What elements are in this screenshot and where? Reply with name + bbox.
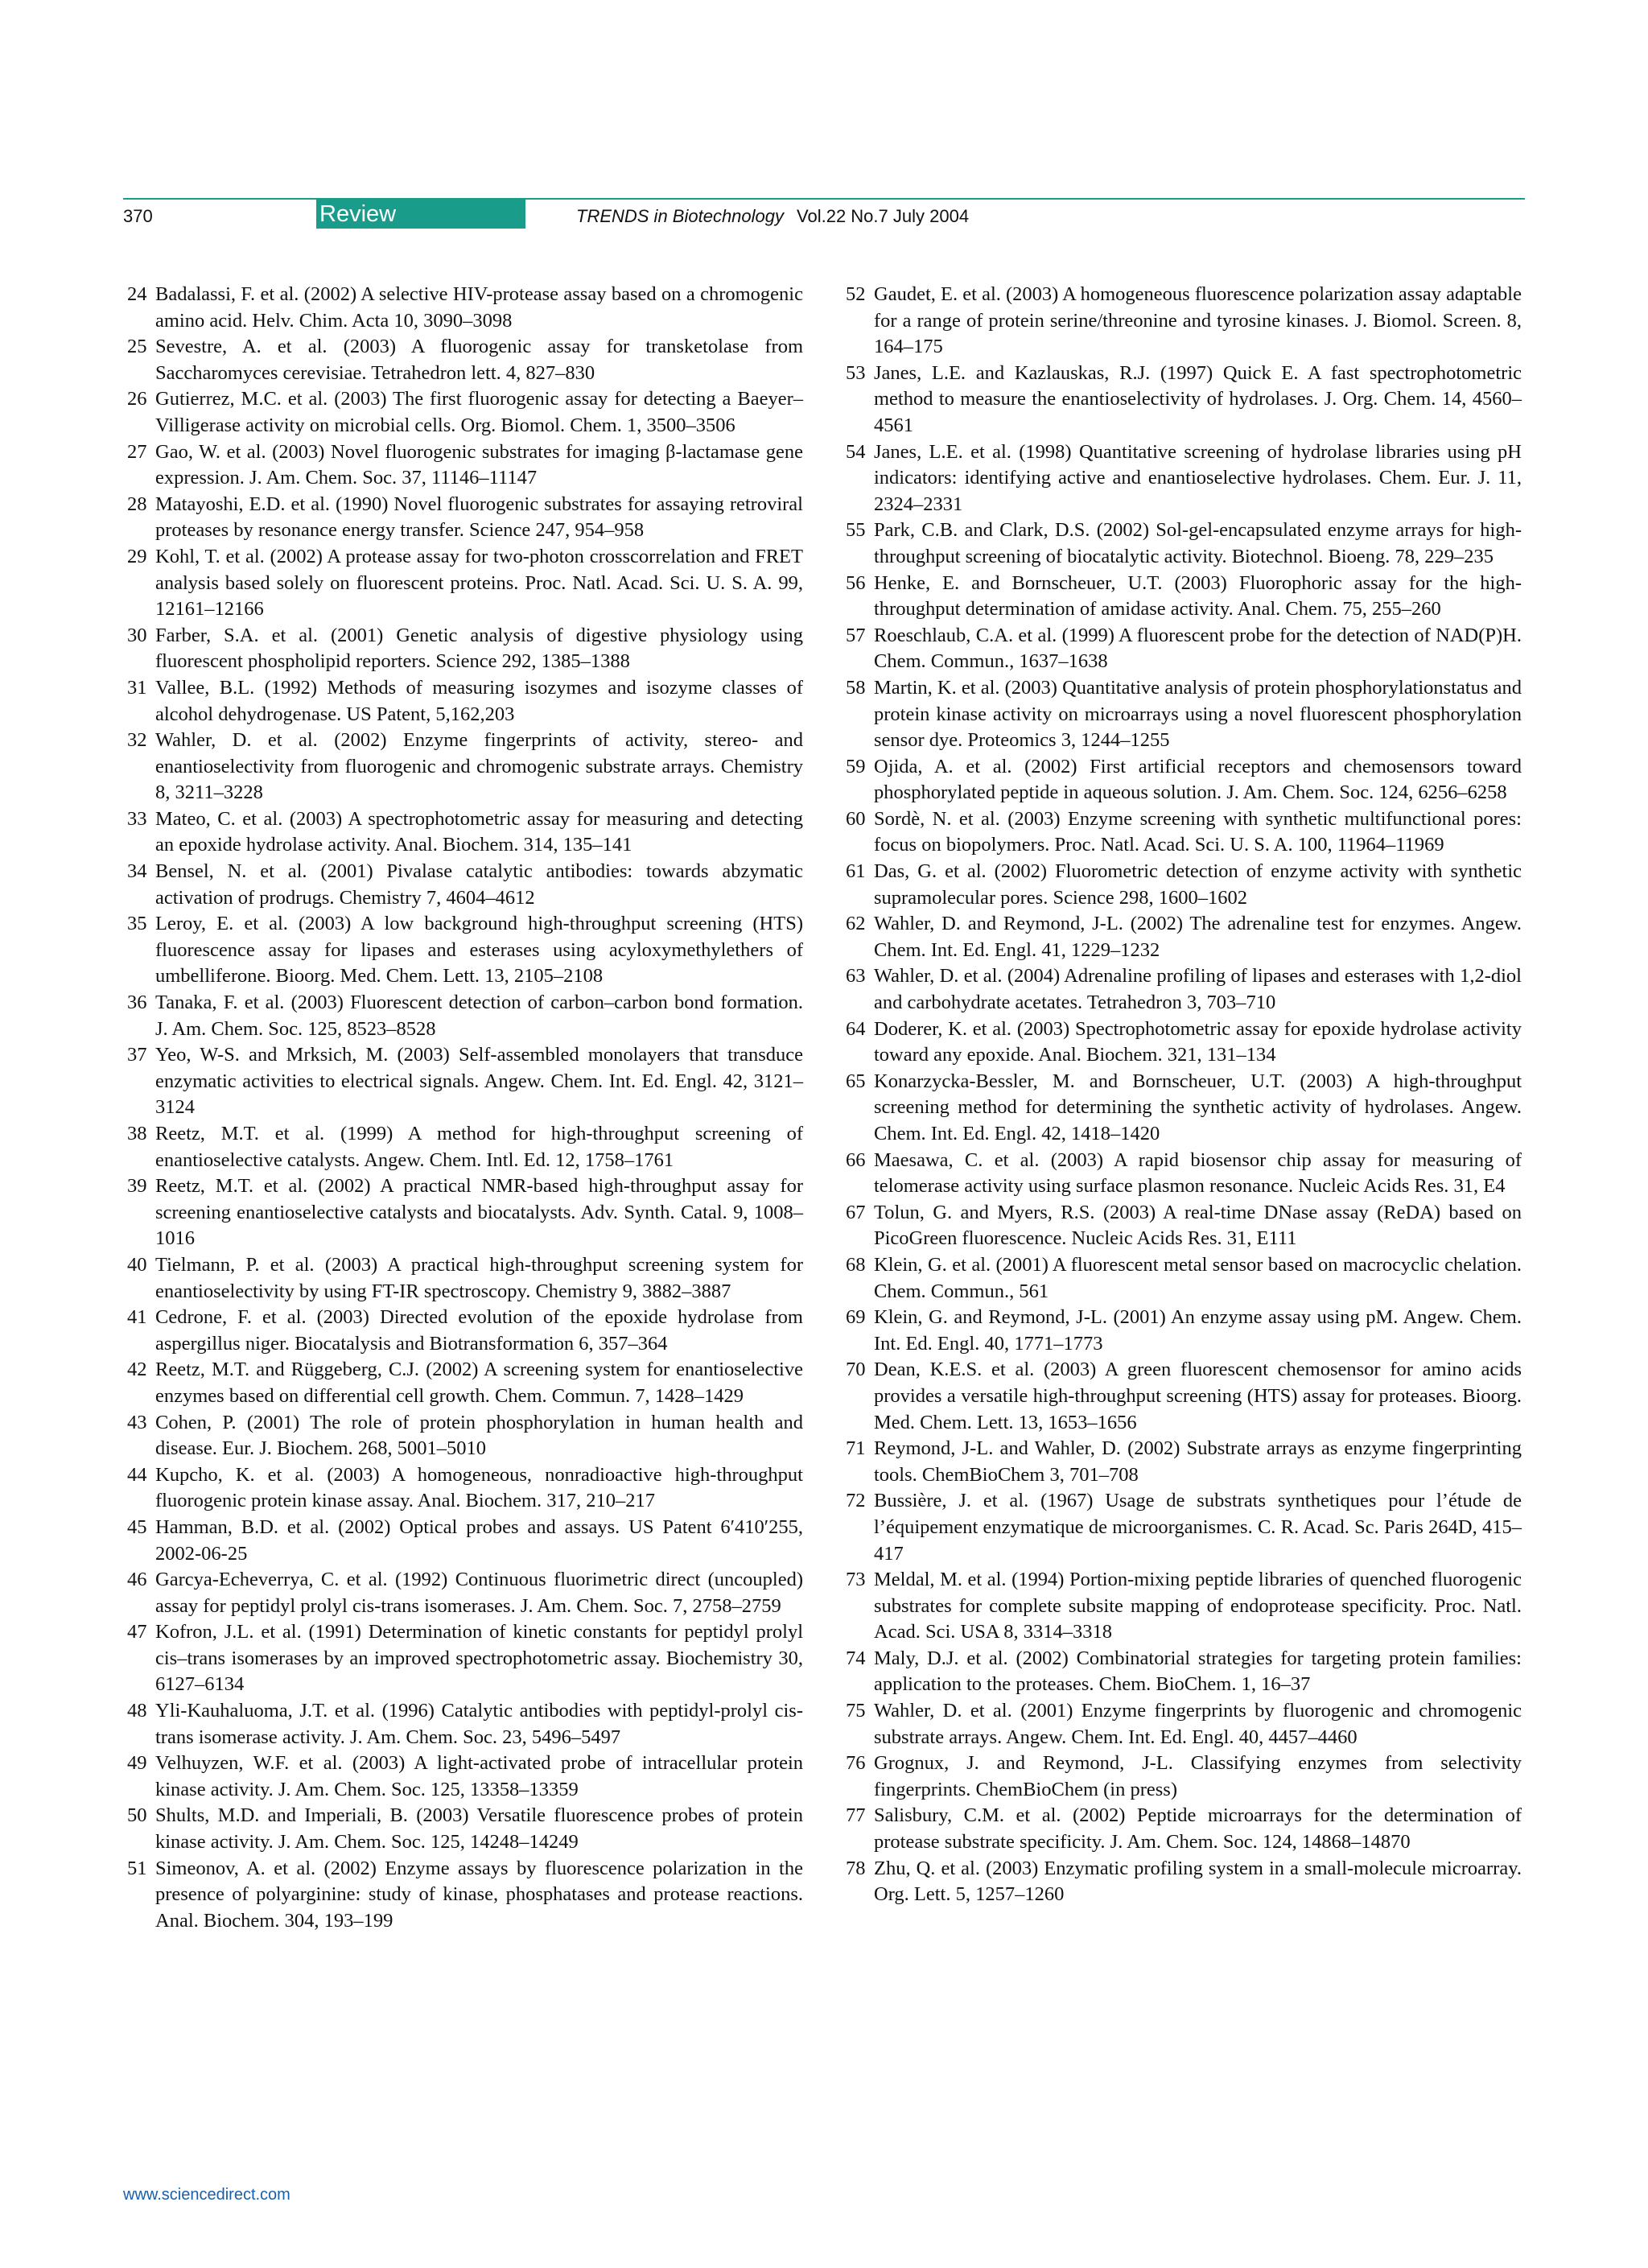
reference-item bbox=[846, 963, 1522, 1016]
reference-text: Janes, L.E. et al. (1998) Quantitative screening of hydrolase libraries using pH indicators: identifying active and enantioselective hydrolases. Chem. Eur. J. 11, 2324–2331 bbox=[874, 440, 1522, 515]
reference-number: 44 bbox=[127, 1463, 147, 1486]
reference-item bbox=[127, 728, 803, 806]
reference-number: 56 bbox=[846, 571, 866, 594]
reference-number: 32 bbox=[127, 729, 147, 752]
reference-number: 40 bbox=[127, 1253, 147, 1276]
reference-item bbox=[127, 1856, 803, 1935]
reference-item bbox=[846, 1646, 1522, 1698]
reference-number: 68 bbox=[846, 1253, 866, 1276]
reference-item bbox=[846, 1016, 1522, 1069]
reference-number: 48 bbox=[127, 1700, 147, 1722]
reference-text: Klein, G. et al. (2001) A fluorescent metal sensor based on macrocyclic chelation. Chem. Commun., 561 bbox=[874, 1253, 1522, 1302]
reference-item bbox=[846, 675, 1522, 754]
reference-number: 37 bbox=[127, 1044, 147, 1066]
reference-item bbox=[127, 1698, 803, 1750]
reference-item bbox=[127, 1750, 803, 1803]
reference-text: Reetz, M.T. et al. (1999) A method for high-throughput screening of enantioselective catalysts. Angew. Chem. Intl. Ed. 12, 1758–1761 bbox=[155, 1123, 803, 1171]
footer-url-link[interactable]: www.sciencedirect.com bbox=[123, 2186, 290, 2204]
reference-number: 74 bbox=[846, 1647, 866, 1669]
reference-number: 51 bbox=[127, 1857, 147, 1879]
reference-text: Hamman, B.D. et al. (2002) Optical probes and assays. US Patent 6′410′255, 2002-06-25 bbox=[155, 1515, 803, 1565]
reference-text: Vallee, B.L. (1992) Methods of measuring isozymes and isozyme classes of alcohol dehydrogenase. US Patent, 5,162,203 bbox=[155, 676, 803, 725]
reference-text: Bussière, J. et al. (1967) Usage de substrats synthetiques pour l’étude de l’équipement enzymatique de microorganismes. C. R. Acad. Sc. Paris 264D, 415–417 bbox=[874, 1490, 1522, 1565]
reference-item bbox=[127, 1515, 803, 1567]
reference-text: Doderer, K. et al. (2003) Spectrophotometric assay for epoxide hydrolase activity toward any epoxide. Anal. Biochem. 321, 131–134 bbox=[874, 1017, 1522, 1066]
reference-number: 72 bbox=[846, 1490, 866, 1512]
reference-item bbox=[846, 754, 1522, 806]
reference-item bbox=[127, 859, 803, 911]
references-left-column bbox=[127, 282, 803, 1934]
reference-item bbox=[846, 1305, 1522, 1357]
reference-text: Sevestre, A. et al. (2003) A fluorogenic assay for transketolase from Saccharomyces cerevisiae. Tetrahedron lett. 4, 827–830 bbox=[155, 336, 803, 384]
reference-item bbox=[846, 1252, 1522, 1305]
reference-text: Janes, L.E. and Kazlauskas, R.J. (1997) Quick E. A fast spectrophotometric method to measure the enantioselectivity of hydrolases. J. Org. Chem. 14, 4560–4561 bbox=[874, 361, 1522, 436]
reference-item bbox=[846, 1856, 1522, 1908]
reference-number: 28 bbox=[127, 493, 147, 515]
reference-number: 53 bbox=[846, 361, 866, 384]
reference-text: Matayoshi, E.D. et al. (1990) Novel fluorogenic substrates for assaying retroviral proteases by resonance energy transfer. Science 247, 954–958 bbox=[155, 493, 803, 542]
reference-number: 63 bbox=[846, 965, 866, 988]
reference-text: Klein, G. and Reymond, J-L. (2001) An enzyme assay using pM. Angew. Chem. Int. Ed. Engl. 40, 1771–1773 bbox=[874, 1306, 1522, 1355]
reference-text: Kofron, J.L. et al. (1991) Determination of kinetic constants for peptidyl prolyl cis–trans isomerases by an improved spectrophotometric assay. Biochemistry 30, 6127–6134 bbox=[155, 1621, 803, 1696]
reference-number: 49 bbox=[127, 1752, 147, 1775]
reference-item bbox=[846, 1069, 1522, 1148]
reference-item bbox=[846, 1488, 1522, 1567]
reference-text: Wahler, D. et al. (2001) Enzyme fingerprints by fluorogenic and chromogenic substrate arrays. Angew. Chem. Int. Ed. Engl. 40, 4457–4460 bbox=[874, 1700, 1522, 1748]
reference-number: 73 bbox=[846, 1569, 866, 1591]
reference-text: Shults, M.D. and Imperiali, B. (2003) Versatile fluorescence probes of protein kinase activity. J. Am. Chem. Soc. 125, 14248–14249 bbox=[155, 1804, 803, 1854]
page-number: 370 bbox=[123, 206, 153, 226]
reference-item bbox=[846, 1567, 1522, 1646]
reference-number: 58 bbox=[846, 676, 866, 699]
reference-number: 25 bbox=[127, 336, 147, 358]
reference-item bbox=[127, 386, 803, 439]
reference-number: 33 bbox=[127, 807, 147, 830]
reference-text: Velhuyzen, W.F. et al. (2003) A light-activated probe of intracellular protein kinase activity. J. Am. Chem. Soc. 125, 13358–13359 bbox=[155, 1752, 803, 1800]
reference-item bbox=[846, 571, 1522, 623]
reference-number: 61 bbox=[846, 860, 866, 883]
reference-item bbox=[127, 1462, 803, 1515]
reference-item bbox=[127, 334, 803, 386]
reference-number: 70 bbox=[846, 1359, 866, 1381]
reference-number: 29 bbox=[127, 545, 147, 567]
reference-text: Salisbury, C.M. et al. (2002) Peptide microarrays for the determination of protease substrate specificity. J. Am. Chem. Soc. 124, 14868–14870 bbox=[874, 1804, 1522, 1854]
reference-text: Gaudet, E. et al. (2003) A homogeneous fluorescence polarization assay adaptable for a range of protein serine/threonine and tyrosine kinases. J. Biomol. Screen. 8, 164–175 bbox=[874, 283, 1522, 358]
reference-text: Garcya-Echeverrya, C. et al. (1992) Continuous fluorimetric direct (uncoupled) assay for peptidyl prolyl cis-trans isomerases. J. Am. Chem. Soc. 7, 2758–2759 bbox=[155, 1569, 803, 1617]
volume-info: Vol.22 No.7 July 2004 bbox=[797, 206, 970, 226]
reference-item bbox=[127, 544, 803, 623]
section-badge bbox=[316, 200, 525, 229]
reference-number: 38 bbox=[127, 1123, 147, 1144]
reference-text: Das, G. et al. (2002) Fluorometric detection of enzyme activity with synthetic supramolecular pores. Science 298, 1600–1602 bbox=[874, 860, 1522, 909]
reference-number: 47 bbox=[127, 1621, 147, 1643]
reference-number: 71 bbox=[846, 1437, 866, 1460]
reference-number: 57 bbox=[846, 624, 866, 646]
reference-item bbox=[127, 1252, 803, 1305]
reference-text: Meldal, M. et al. (1994) Portion-mixing peptide libraries of quenched fluorogenic substrates for complete subsite mapping of endoprotease specificity. Proc. Natl. Acad. Sci. USA 8, 3314–3318 bbox=[874, 1569, 1522, 1643]
reference-item bbox=[127, 439, 803, 492]
reference-text: Dean, K.E.S. et al. (2003) A green fluorescent chemosensor for amino acids provides a versatile high-throughput screening (HTS) assay for proteases. Bioorg. Med. Chem. Lett. 13, 1653–1656 bbox=[874, 1359, 1522, 1433]
reference-text: Tielmann, P. et al. (2003) A practical high-throughput screening system for enantioselectivity by using FT-IR spectroscopy. Chemistry 9, 3882–3887 bbox=[155, 1253, 803, 1302]
reference-text: Farber, S.A. et al. (2001) Genetic analysis of digestive physiology using fluorescent phospholipid reporters. Science 292, 1385–1388 bbox=[155, 624, 803, 673]
reference-text: Yli-Kauhaluoma, J.T. et al. (1996) Catalytic antibodies with peptidyl-prolyl cis-trans isomerase activity. J. Am. Chem. Soc. 23, 5496–5497 bbox=[155, 1700, 803, 1748]
reference-item bbox=[127, 1567, 803, 1619]
reference-item bbox=[846, 1698, 1522, 1750]
reference-item bbox=[846, 439, 1522, 518]
reference-text: Wahler, D. et al. (2004) Adrenaline profiling of lipases and esterases with 1,2-diol and carbohydrate acetates. Tetrahedron 3, 703–710 bbox=[874, 965, 1522, 1014]
reference-item bbox=[846, 518, 1522, 570]
reference-item bbox=[846, 859, 1522, 911]
reference-number: 60 bbox=[846, 807, 866, 830]
reference-item bbox=[127, 1357, 803, 1409]
reference-item bbox=[127, 990, 803, 1042]
reference-item bbox=[846, 361, 1522, 439]
reference-text: Wahler, D. and Reymond, J-L. (2002) The adrenaline test for enzymes. Angew. Chem. Int. Ed. Engl. 41, 1229–1232 bbox=[874, 913, 1522, 961]
reference-text: Henke, E. and Bornscheuer, U.T. (2003) Fluorophoric assay for the high-throughput determination of amidase activity. Anal. Chem. 75, 255–260 bbox=[874, 571, 1522, 621]
references-right-column bbox=[846, 282, 1522, 1908]
reference-text: Konarzycka-Bessler, M. and Bornscheuer, U.T. (2003) A high-throughput screening method for determining the synthetic activity of hydrolases. Angew. Chem. Int. Ed. Engl. 42, 1418–1420 bbox=[874, 1070, 1522, 1144]
reference-number: 59 bbox=[846, 755, 866, 777]
reference-item bbox=[127, 1803, 803, 1855]
reference-text: Maesawa, C. et al. (2003) A rapid biosensor chip assay for measuring of telomerase activity using surface plasmon resonance. Nucleic Acids Res. 31, E4 bbox=[874, 1148, 1522, 1198]
reference-text: Grognux, J. and Reymond, J-L. Classifying enzymes from selectivity fingerprints. ChemBioChem (in press) bbox=[874, 1752, 1522, 1800]
reference-item bbox=[127, 1305, 803, 1357]
reference-text: Kupcho, K. et al. (2003) A homogeneous, nonradioactive high-throughput fluorogenic protein kinase assay. Anal. Biochem. 317, 210–217 bbox=[155, 1463, 803, 1512]
reference-item bbox=[127, 1121, 803, 1173]
reference-item bbox=[846, 911, 1522, 963]
reference-number: 41 bbox=[127, 1306, 147, 1329]
reference-item bbox=[846, 623, 1522, 675]
reference-item bbox=[846, 1803, 1522, 1855]
reference-text: Park, C.B. and Clark, D.S. (2002) Sol-gel-encapsulated enzyme arrays for high-throughput screening of biocatalytic activity. Biotechnol. Bioeng. 78, 229–235 bbox=[874, 519, 1522, 567]
reference-number: 30 bbox=[127, 624, 147, 646]
reference-number: 26 bbox=[127, 388, 147, 410]
reference-number: 75 bbox=[846, 1700, 866, 1722]
reference-number: 55 bbox=[846, 519, 866, 542]
reference-number: 67 bbox=[846, 1201, 866, 1223]
reference-text: Maly, D.J. et al. (2002) Combinatorial strategies for targeting protein families: application to the proteases. Chem. BioChem. 1, 16–37 bbox=[874, 1647, 1522, 1696]
reference-text: Yeo, W-S. and Mrksich, M. (2003) Self-assembled monolayers that transduce enzymatic activities to electrical signals. Angew. Chem. Int. Ed. Engl. 42, 3121–3124 bbox=[155, 1044, 803, 1119]
reference-text: Bensel, N. et al. (2001) Pivalase catalytic antibodies: towards abzymatic activation of prodrugs. Chemistry 7, 4604–4612 bbox=[155, 860, 803, 909]
reference-text: Mateo, C. et al. (2003) A spectrophotometric assay for measuring and detecting an epoxide hydrolase activity. Anal. Biochem. 314, 135–141 bbox=[155, 807, 803, 856]
reference-number: 52 bbox=[846, 283, 866, 305]
reference-number: 36 bbox=[127, 992, 147, 1014]
reference-text: Reetz, M.T. and Rüggeberg, C.J. (2002) A screening system for enantioselective enzymes based on differential cell growth. Chem. Commun. 7, 1428–1429 bbox=[155, 1359, 803, 1407]
journal-title: TRENDS in Biotechnology bbox=[576, 206, 785, 226]
reference-text: Ojida, A. et al. (2002) First artificial receptors and chemosensors toward phosphorylated peptide in aqueous solution. J. Am. Chem. Soc. 124, 6256–6258 bbox=[874, 755, 1522, 804]
reference-text: Leroy, E. et al. (2003) A low background high-throughput screening (HTS) fluorescence assay for lipases and esterases using acyloxymethylethers of umbelliferone. Bioorg. Med. Chem. Lett. 13, 2105–2108 bbox=[155, 913, 803, 988]
reference-item bbox=[127, 1619, 803, 1698]
reference-text: Cedrone, F. et al. (2003) Directed evolution of the epoxide hydrolase from aspergillus niger. Biocatalysis and Biotransformation 6, 357–364 bbox=[155, 1306, 803, 1355]
reference-number: 50 bbox=[127, 1804, 147, 1827]
reference-item bbox=[127, 1410, 803, 1462]
reference-number: 35 bbox=[127, 913, 147, 935]
reference-text: Zhu, Q. et al. (2003) Enzymatic profiling system in a small-molecule microarray. Org. Lett. 5, 1257–1260 bbox=[874, 1857, 1522, 1906]
reference-item bbox=[127, 675, 803, 728]
reference-number: 66 bbox=[846, 1148, 866, 1171]
reference-number: 42 bbox=[127, 1359, 147, 1381]
reference-item bbox=[127, 282, 803, 334]
reference-text: Kohl, T. et al. (2002) A protease assay for two-photon crosscorrelation and FRET analysis based solely on fluorescent proteins. Proc. Natl. Acad. Sci. U. S. A. 99, 12161–12166 bbox=[155, 545, 803, 621]
reference-text: Gao, W. et al. (2003) Novel fluorogenic substrates for imaging β-lactamase gene expression. J. Am. Chem. Soc. 37, 11146–11147 bbox=[155, 440, 803, 489]
reference-text: Martin, K. et al. (2003) Quantitative analysis of protein phosphorylationstatus and protein kinase activity on microarrays using a novel fluorescent phosphorylation sensor dye. Proteomics 3, 1244–1255 bbox=[874, 676, 1522, 752]
reference-item bbox=[127, 492, 803, 544]
reference-item bbox=[846, 282, 1522, 361]
reference-number: 31 bbox=[127, 676, 147, 699]
reference-text: Reymond, J-L. and Wahler, D. (2002) Substrate arrays as enzyme fingerprinting tools. ChemBioChem 3, 701–708 bbox=[874, 1437, 1522, 1486]
reference-number: 54 bbox=[846, 440, 866, 463]
reference-item bbox=[846, 1148, 1522, 1200]
reference-item bbox=[127, 1042, 803, 1121]
reference-number: 76 bbox=[846, 1752, 866, 1775]
reference-text: Tolun, G. and Myers, R.S. (2003) A real-time DNase assay (ReDA) based on PicoGreen fluorescence. Nucleic Acids Res. 31, E111 bbox=[874, 1201, 1522, 1250]
reference-text: Badalassi, F. et al. (2002) A selective HIV-protease assay based on a chromogenic amino acid. Helv. Chim. Acta 10, 3090–3098 bbox=[155, 283, 803, 332]
reference-number: 24 bbox=[127, 283, 147, 305]
reference-number: 62 bbox=[846, 913, 866, 935]
reference-text: Tanaka, F. et al. (2003) Fluorescent detection of carbon–carbon bond formation. J. Am. Chem. Soc. 125, 8523–8528 bbox=[155, 992, 803, 1040]
reference-item bbox=[127, 623, 803, 675]
reference-item bbox=[127, 911, 803, 990]
reference-number: 45 bbox=[127, 1515, 147, 1538]
reference-number: 78 bbox=[846, 1857, 866, 1879]
reference-number: 46 bbox=[127, 1569, 147, 1591]
reference-number: 65 bbox=[846, 1070, 866, 1092]
reference-number: 43 bbox=[127, 1411, 147, 1433]
reference-number: 64 bbox=[846, 1017, 866, 1040]
reference-number: 39 bbox=[127, 1175, 147, 1198]
reference-item bbox=[846, 1436, 1522, 1488]
reference-text: Reetz, M.T. et al. (2002) A practical NMR-based high-throughput assay for screening enantioselective catalysts and biocatalysts. Adv. Synth. Catal. 9, 1008–1016 bbox=[155, 1175, 803, 1250]
reference-item bbox=[846, 806, 1522, 859]
reference-item bbox=[127, 1173, 803, 1252]
reference-text: Cohen, P. (2001) The role of protein phosphorylation in human health and disease. Eur. J. Biochem. 268, 5001–5010 bbox=[155, 1411, 803, 1460]
reference-text: Wahler, D. et al. (2002) Enzyme fingerprints of activity, stereo- and enantioselectivity from fluorogenic and chromogenic substrate arrays. Chemistry 8, 3211–3228 bbox=[155, 729, 803, 804]
reference-text: Gutierrez, M.C. et al. (2003) The first fluorogenic assay for detecting a Baeyer–Villigerase activity on microbial cells. Org. Biomol. Chem. 1, 3500–3506 bbox=[155, 388, 803, 436]
reference-text: Sordè, N. et al. (2003) Enzyme screening with synthetic multifunctional pores: focus on biopolymers. Proc. Natl. Acad. Sci. U. S. A. 100, 11964–11969 bbox=[874, 807, 1522, 856]
reference-item bbox=[127, 806, 803, 859]
reference-item bbox=[846, 1750, 1522, 1803]
reference-text: Simeonov, A. et al. (2002) Enzyme assays by fluorescence polarization in the presence of polyarginine: study of kinase, phosphatases and protease reactions. Anal. Biochem. 304, 193–199 bbox=[155, 1857, 803, 1932]
reference-number: 69 bbox=[846, 1306, 866, 1329]
reference-item bbox=[846, 1200, 1522, 1252]
reference-number: 34 bbox=[127, 860, 147, 883]
journal-header bbox=[576, 206, 969, 227]
reference-text: Roeschlaub, C.A. et al. (1999) A fluorescent probe for the detection of NAD(P)H. Chem. Commun., 1637–1638 bbox=[874, 624, 1522, 673]
reference-number: 77 bbox=[846, 1804, 866, 1827]
reference-item bbox=[846, 1357, 1522, 1436]
reference-number: 27 bbox=[127, 440, 147, 463]
section-label: Review bbox=[319, 201, 397, 227]
